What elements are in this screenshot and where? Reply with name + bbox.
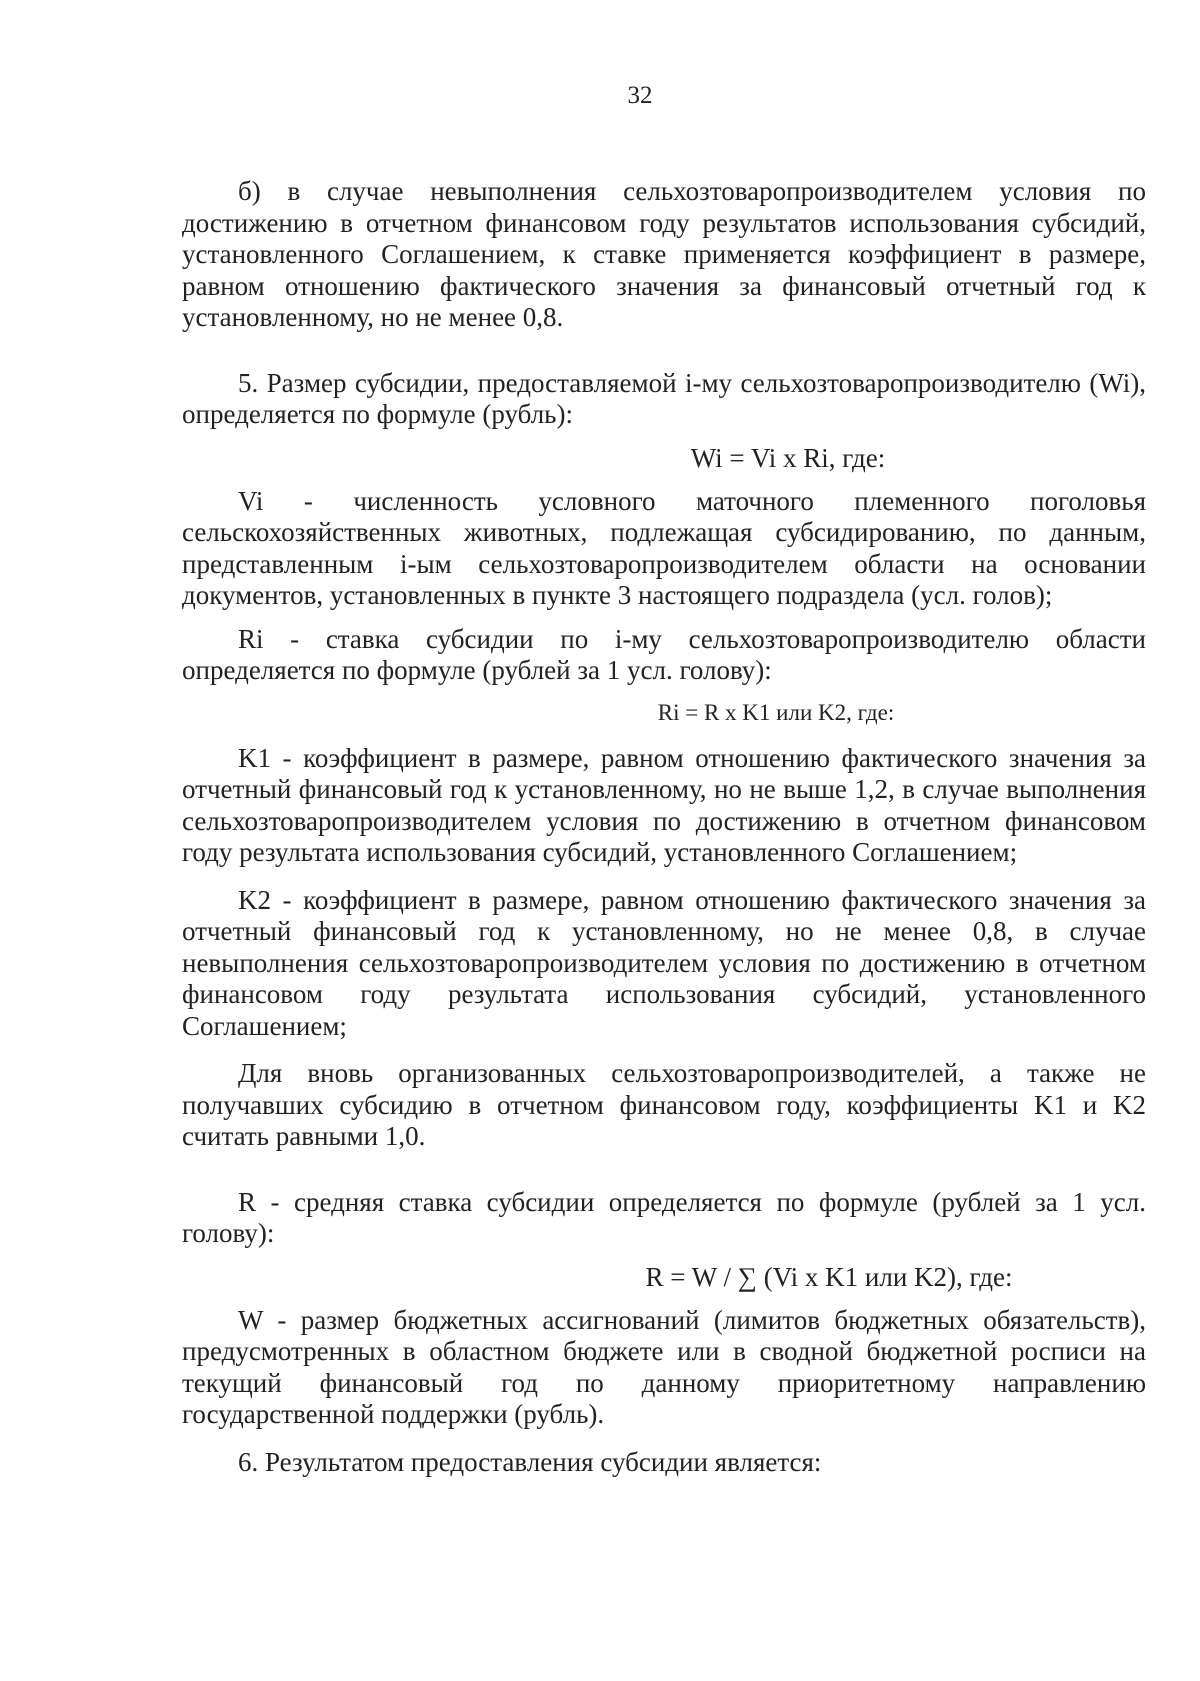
definition-ri: Ri - ставка субсидии по i-му сельхозтоваропроизводителю области определяется по формуле (рублей за 1 усл. голову): <box>182 623 1146 685</box>
formula-wi: Wi = Vi x Ri, где: <box>690 442 886 473</box>
definition-w: W - размер бюджетных ассигнований (лимитов бюджетных обязательств), предусмотренных в областном бюджете или в сводной бюджетной росписи на текущий финансовый год по данному приоритетному направлению государственной поддержки (рубль). <box>182 1304 1146 1429</box>
formula-ri: Ri = R x K1 или K2, где: <box>657 699 895 725</box>
definition-vi: Vi - численность условного маточного племенного поголовья сельскохозяйственных животных, подлежащая субсидированию, по данным, представленным i-ым сельхозтоваропроизводителем области на основании документов, установленных в пункте 3 настоящего подраздела (усл. голов); <box>182 485 1146 610</box>
paragraph-item-5: 5. Размер субсидии, предоставляемой i-му сельхозтоваропроизводителю (Wi), определяется по формуле (рубль): <box>182 367 1146 429</box>
formula-r: R = W / ∑ (Vi x K1 или K2), где: <box>645 1261 1013 1292</box>
page-number: 32 <box>627 82 653 109</box>
paragraph-new-producers: Для вновь организованных сельхозтоваропроизводителей, а также не получавших субсидию в отчетном финансовом году, коэффициенты K1 и K2 считать равными 1,0. <box>182 1058 1146 1151</box>
definition-k2: K2 - коэффициент в размере, равном отношению фактического значения за отчетный финансовый год к установленному, но не менее 0,8, в случае невыполнения сельхозтоваропроизводителем условия по достижению в отчетном финансовом году результата использования субсидий, установленного Соглашением; <box>182 884 1146 1041</box>
definition-k1: K1 - коэффициент в размере, равном отношению фактического значения за отчетный финансовый год к установленному, но не выше 1,2, в случае выполнения сельхозтоваропроизводителем условия по достижению в отчетном финансовом году результата использования субсидий, установленного Соглашением; <box>182 742 1146 867</box>
paragraph-b: б) в случае невыполнения сельхозтоваропроизводителем условия по достижению в отчетном финансовом году результатов использования субсидий, установленного Соглашением, к ставке применяется коэффициент в размере, равном отношению фактического значения за финансовый отчетный год к установленному, но не менее 0,8. <box>182 176 1146 332</box>
definition-r: R - средняя ставка субсидии определяется по формуле (рублей за 1 усл. голову): <box>182 1186 1146 1248</box>
paragraph-item-6: 6. Результатом предоставления субсидии является: <box>238 1446 822 1477</box>
document-body <box>182 176 1146 1478</box>
